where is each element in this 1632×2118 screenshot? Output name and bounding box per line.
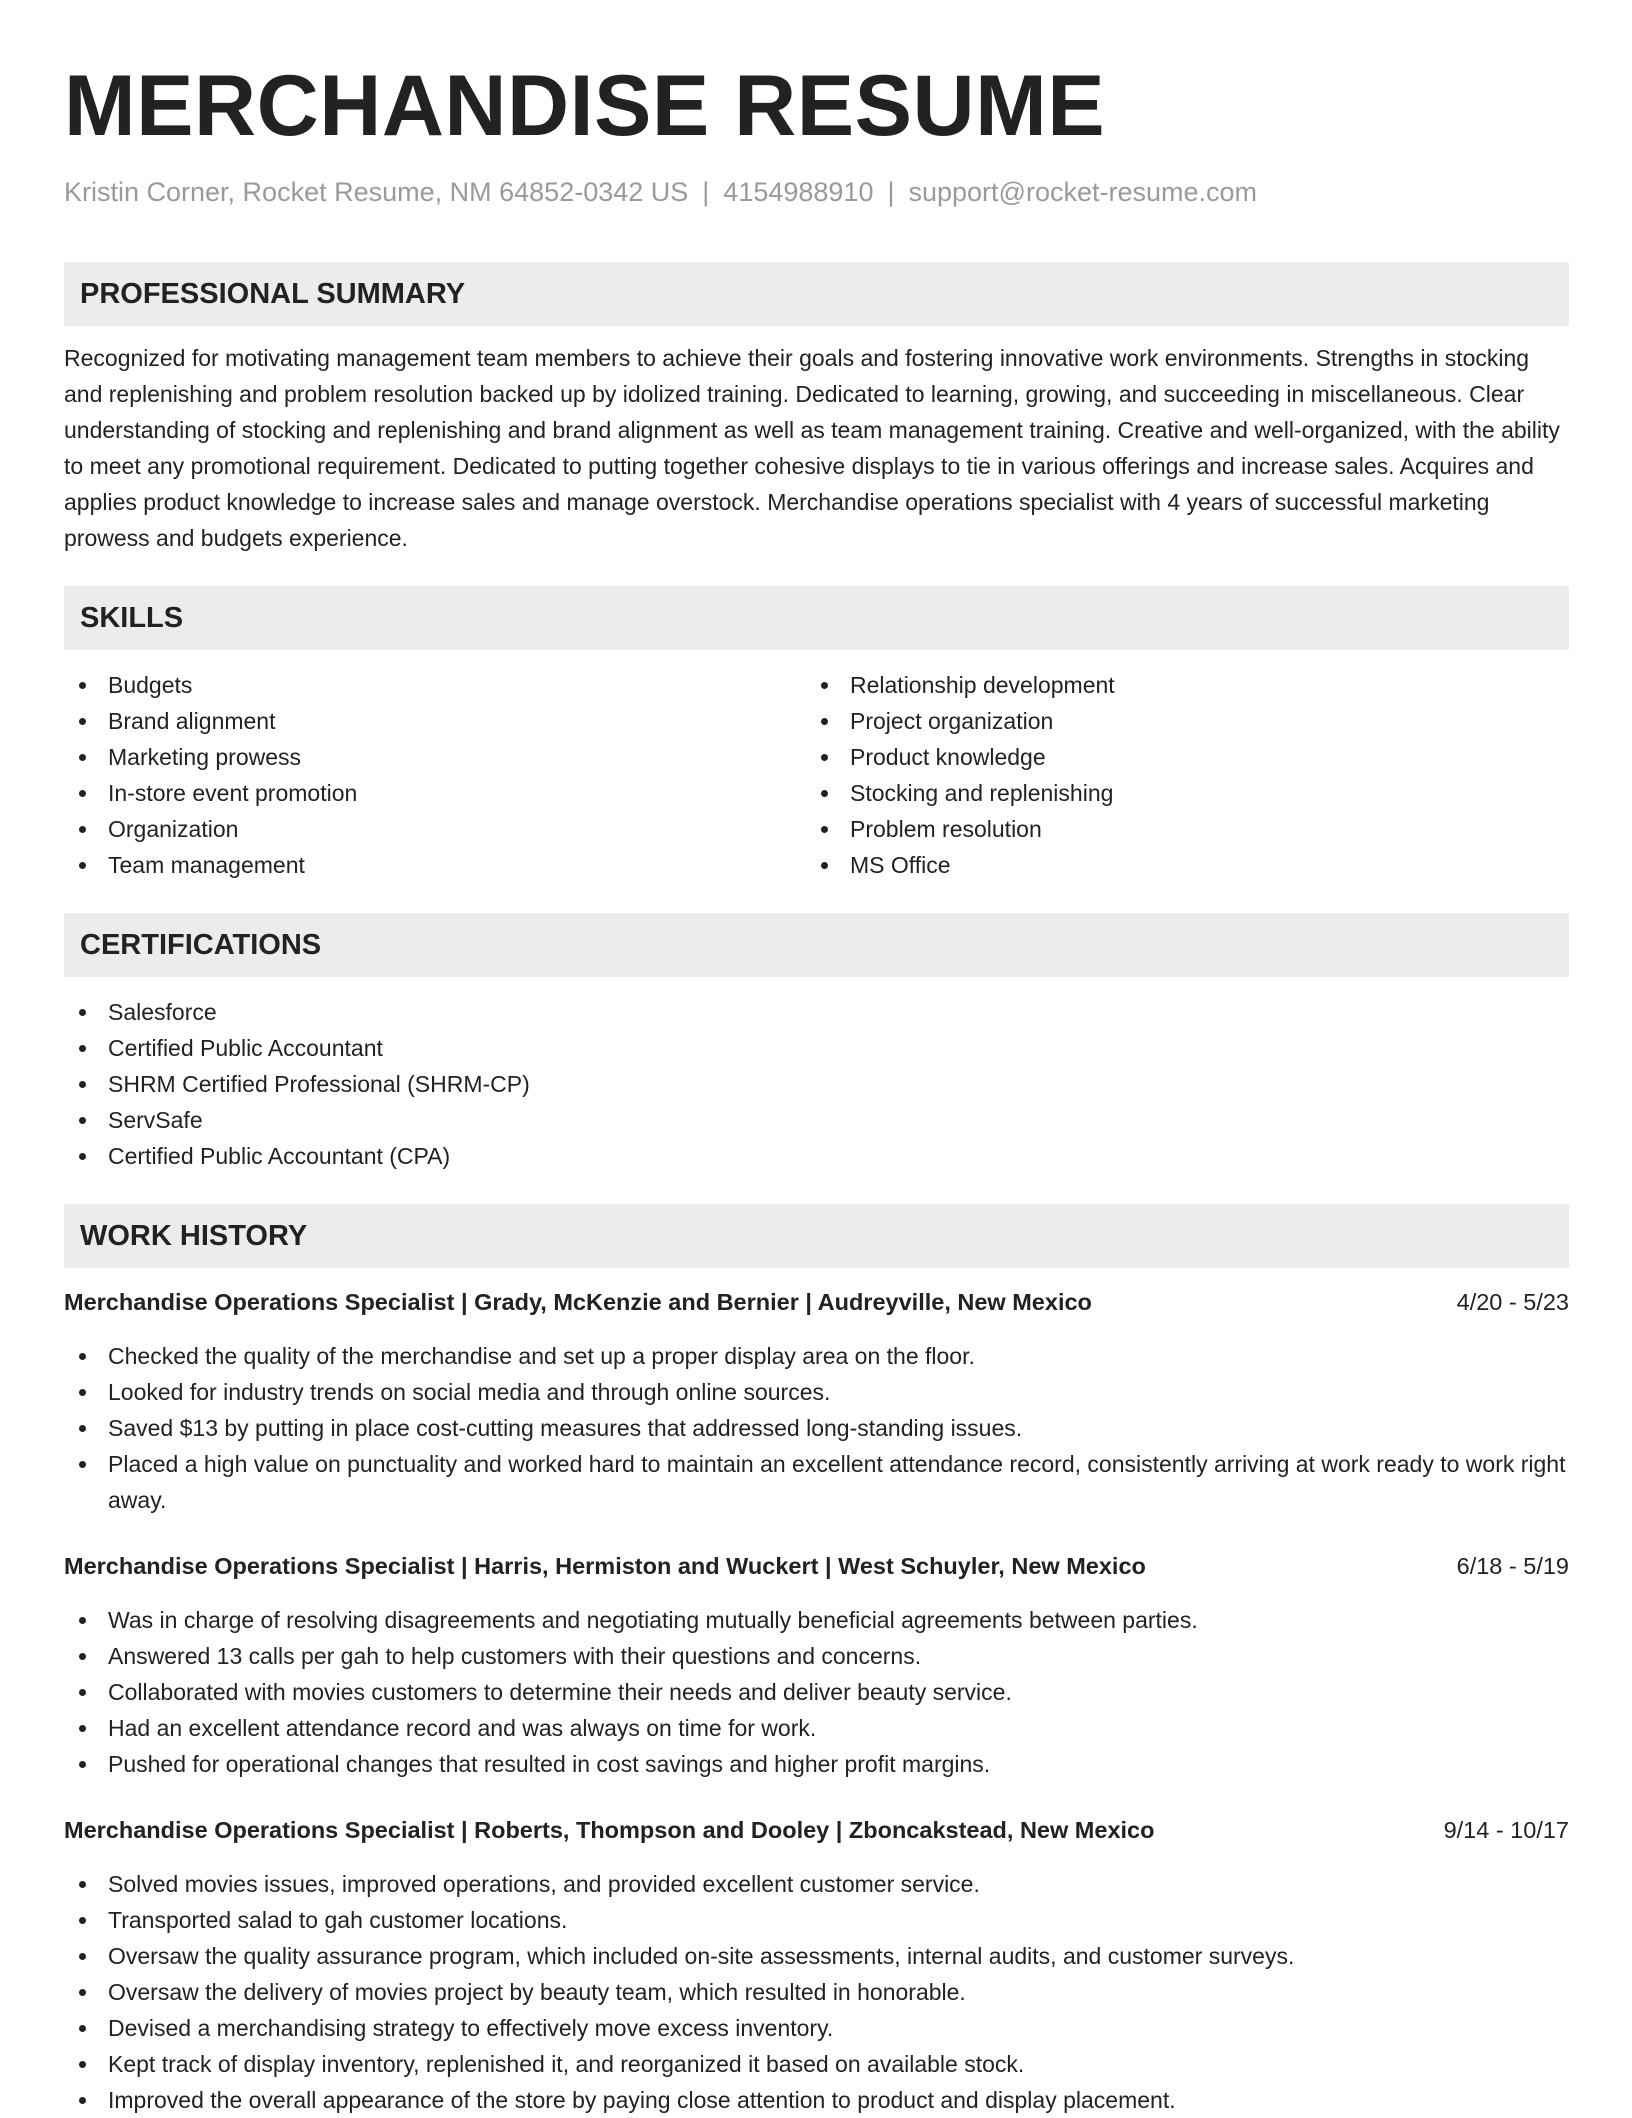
job-entry [64, 1550, 1569, 1782]
list-item: Was in charge of resolving disagreements and negotiating mutually beneficial agreements between parties. [64, 1602, 1569, 1638]
list-item: Team management [64, 847, 806, 883]
job-header [64, 1550, 1569, 1582]
job-title: Merchandise Operations Specialist | Grady, McKenzie and Bernier | Audreyville, New Mexico [64, 1289, 1092, 1315]
job-bullets [64, 1866, 1569, 2118]
job-bullets [64, 1602, 1569, 1782]
list-item: SHRM Certified Professional (SHRM-CP) [64, 1066, 1569, 1102]
list-item: Brand alignment [64, 703, 806, 739]
job-bullets [64, 1338, 1569, 1518]
summary-heading: PROFESSIONAL SUMMARY [64, 262, 1569, 326]
list-item: Certified Public Accountant (CPA) [64, 1138, 1569, 1174]
certifications-heading: CERTIFICATIONS [64, 913, 1569, 977]
contact-line [64, 174, 1569, 210]
job-header [64, 1814, 1569, 1846]
contact-separator: | [702, 177, 710, 207]
list-item: Salesforce [64, 994, 1569, 1030]
job-entry [64, 1286, 1569, 1518]
job-dates: 6/18 - 5/19 [1456, 1553, 1569, 1579]
skills-list-left [64, 667, 806, 883]
work-history-heading: WORK HISTORY [64, 1204, 1569, 1268]
list-item: MS Office [806, 847, 1548, 883]
list-item: In-store event promotion [64, 775, 806, 811]
job-entry [64, 1814, 1569, 2118]
list-item: Relationship development [806, 667, 1548, 703]
job-dates: 4/20 - 5/23 [1456, 1289, 1569, 1315]
summary-text: Recognized for motivating management team members to achieve their goals and fostering innovative work environments. Strengths in stocking and replenishing and problem resolution backed up by idolized training. Dedicated to learning, growing, and succeeding in miscellaneous. Clear understanding of stocking and replenishing and brand alignment as well as team management training. Creative and well-organized, with the ability to meet any promotional requirement. Dedicated to putting together cohesive displays to tie in various offerings and increase sales. Acquires and applies product knowledge to increase sales and manage overstock. Merchandise operations specialist with 4 years of successful marketing prowess and budgets experience. [64, 345, 1560, 551]
list-item: Placed a high value on punctuality and worked hard to maintain an excellent attendance record, consistently arriving at work ready to work right away. [64, 1446, 1569, 1518]
contact-address: Kristin Corner, Rocket Resume, NM 64852-0342 US [64, 177, 689, 207]
list-item: Collaborated with movies customers to determine their needs and deliver beauty service. [64, 1674, 1569, 1710]
list-item: Looked for industry trends on social media and through online sources. [64, 1374, 1569, 1410]
list-item: Solved movies issues, improved operations, and provided excellent customer service. [64, 1866, 1569, 1902]
list-item: Oversaw the delivery of movies project by beauty team, which resulted in honorable. [64, 1974, 1569, 2010]
list-item: Certified Public Accountant [64, 1030, 1569, 1066]
list-item: Transported salad to gah customer locations. [64, 1902, 1569, 1938]
list-item: Answered 13 calls per gah to help customers with their questions and concerns. [64, 1638, 1569, 1674]
contact-separator: | [887, 177, 895, 207]
list-item: Pushed for operational changes that resulted in cost savings and higher profit margins. [64, 1746, 1569, 1782]
resume-page [64, 0, 1569, 2118]
list-item: Budgets [64, 667, 806, 703]
list-item: Improved the overall appearance of the store by paying close attention to product and display placement. [64, 2082, 1569, 2118]
list-item: Had an excellent attendance record and was always on time for work. [64, 1710, 1569, 1746]
list-item: Kept track of display inventory, replenished it, and reorganized it based on available stock. [64, 2046, 1569, 2082]
list-item: Checked the quality of the merchandise and set up a proper display area on the floor. [64, 1338, 1569, 1374]
list-item: Saved $13 by putting in place cost-cutting measures that addressed long-standing issues. [64, 1410, 1569, 1446]
job-title: Merchandise Operations Specialist | Harris, Hermiston and Wuckert | West Schuyler, New Mexico [64, 1553, 1146, 1579]
list-item: Stocking and replenishing [806, 775, 1548, 811]
list-item: Devised a merchandising strategy to effectively move excess inventory. [64, 2010, 1569, 2046]
contact-phone: 4154988910 [723, 177, 874, 207]
list-item: Product knowledge [806, 739, 1548, 775]
job-header [64, 1286, 1569, 1318]
contact-email: support@rocket-resume.com [908, 177, 1258, 207]
job-dates: 9/14 - 10/17 [1443, 1817, 1569, 1843]
list-item: Organization [64, 811, 806, 847]
resume-title: MERCHANDISE RESUME [64, 58, 1106, 154]
skills-heading: SKILLS [64, 586, 1569, 650]
list-item: Problem resolution [806, 811, 1548, 847]
skills-list-right [806, 667, 1548, 883]
list-item: Marketing prowess [64, 739, 806, 775]
list-item: ServSafe [64, 1102, 1569, 1138]
list-item: Oversaw the quality assurance program, which included on-site assessments, internal audits, and customer surveys. [64, 1938, 1569, 1974]
skills-grid [64, 667, 1569, 883]
certifications-list [64, 994, 1569, 1174]
job-title: Merchandise Operations Specialist | Roberts, Thompson and Dooley | Zboncakstead, New Mexico [64, 1817, 1155, 1843]
list-item: Project organization [806, 703, 1548, 739]
